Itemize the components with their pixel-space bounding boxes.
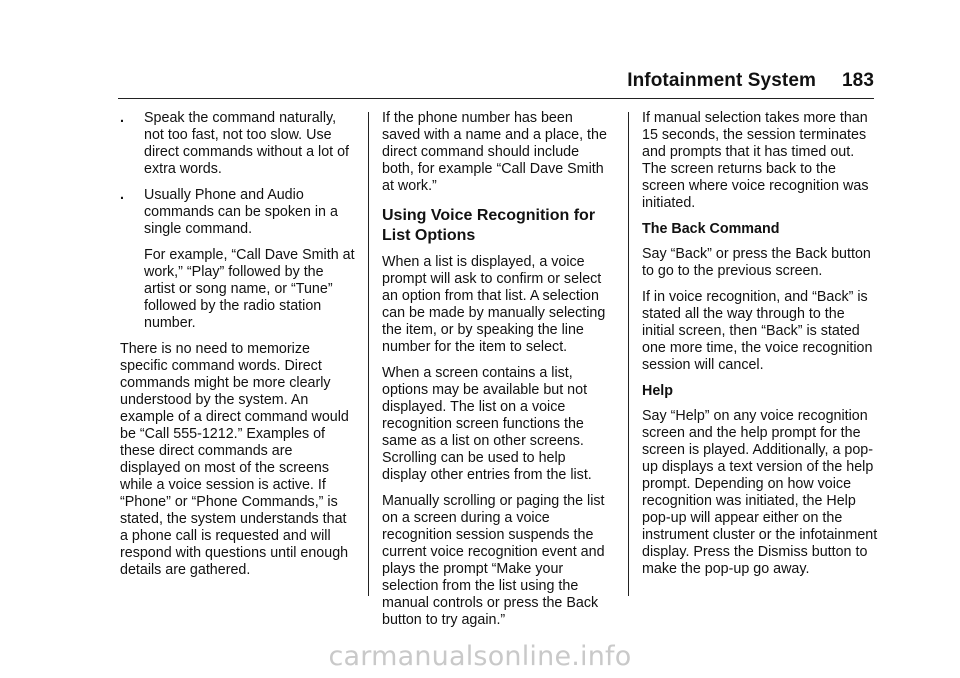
bullet-item	[120, 187, 356, 238]
column-2	[382, 110, 614, 638]
bullet-text: Speak the command naturally, not too fast, not too slow. Use direct commands without a lot of extra words.	[144, 110, 350, 177]
page-number: 183	[841, 70, 874, 91]
column-divider	[628, 112, 629, 596]
bullet-mark: .	[120, 187, 124, 203]
bullet-item	[120, 110, 356, 178]
paragraph: If manual selection takes more than 15 seconds, the session terminates and prompts that it has timed out. The screen returns back to the screen where voice recognition was initiated.	[642, 110, 869, 211]
help-heading: Help	[642, 383, 673, 399]
paragraph: Say “Back” or press the Back button to go to the previous screen.	[642, 246, 871, 279]
watermark: carmanualsonline.info	[328, 641, 632, 672]
column-1	[120, 110, 356, 588]
paragraph: Say “Help” on any voice recognition screen and the help prompt for the screen is played. Additionally, a pop-up displays a text version of the help prompt. Depending on how voice recognition was initiated, the Help pop-up will appear either on the instrument cluster or the infotainment display. Press the Dismiss button to make the pop-up go away.	[642, 408, 878, 577]
paragraph: If in voice recognition, and “Back” is stated all the way through to the initial screen, then “Back” is stated one more time, the voice recognition session will cancel.	[642, 289, 873, 373]
page-header	[627, 70, 874, 92]
bullet-text: Usually Phone and Audio commands can be spoken in a single command.	[144, 187, 338, 237]
column-3	[642, 110, 880, 587]
back-command-heading: The Back Command	[642, 221, 780, 237]
paragraph: When a list is displayed, a voice prompt will ask to confirm or select an option from that list. A selection can be made by manually selecting the item, or by speaking the line number for the item to select.	[382, 254, 606, 355]
header-rule	[118, 98, 874, 99]
paragraph: When a screen contains a list, options may be available but not displayed. The list on a voice recognition screen functions the same as a list on other screens. Scrolling can be used to help display other entries from the list.	[382, 365, 592, 483]
paragraph: Manually scrolling or paging the list on a screen during a voice recognition session suspends the current voice recognition event and plays the prompt “Make your selection from the list using the manual controls or press the Back button to try again.”	[382, 493, 605, 628]
section-title: Infotainment System	[627, 70, 816, 91]
bullet-mark: .	[120, 110, 124, 126]
bullet-example: For example, “Call Dave Smith at work,” “Play” followed by the artist or song name, or “Tune” followed by the radio station number.	[144, 247, 355, 331]
paragraph: There is no need to memorize specific command words. Direct commands might be more clearly understood by the system. An example of a direct command would be “Call 555-1212.” Examples of these direct commands are displayed on most of the screens while a voice session is active. If “Phone” or “Phone Commands,” is stated, the system understands that a phone call is requested and will respond with questions until enough details are gathered.	[120, 341, 349, 578]
section-heading: Using Voice Recognition for List Options	[382, 207, 596, 244]
paragraph: If the phone number has been saved with a name and a place, the direct command should include both, for example “Call Dave Smith at work.”	[382, 110, 607, 194]
column-divider	[368, 112, 369, 596]
